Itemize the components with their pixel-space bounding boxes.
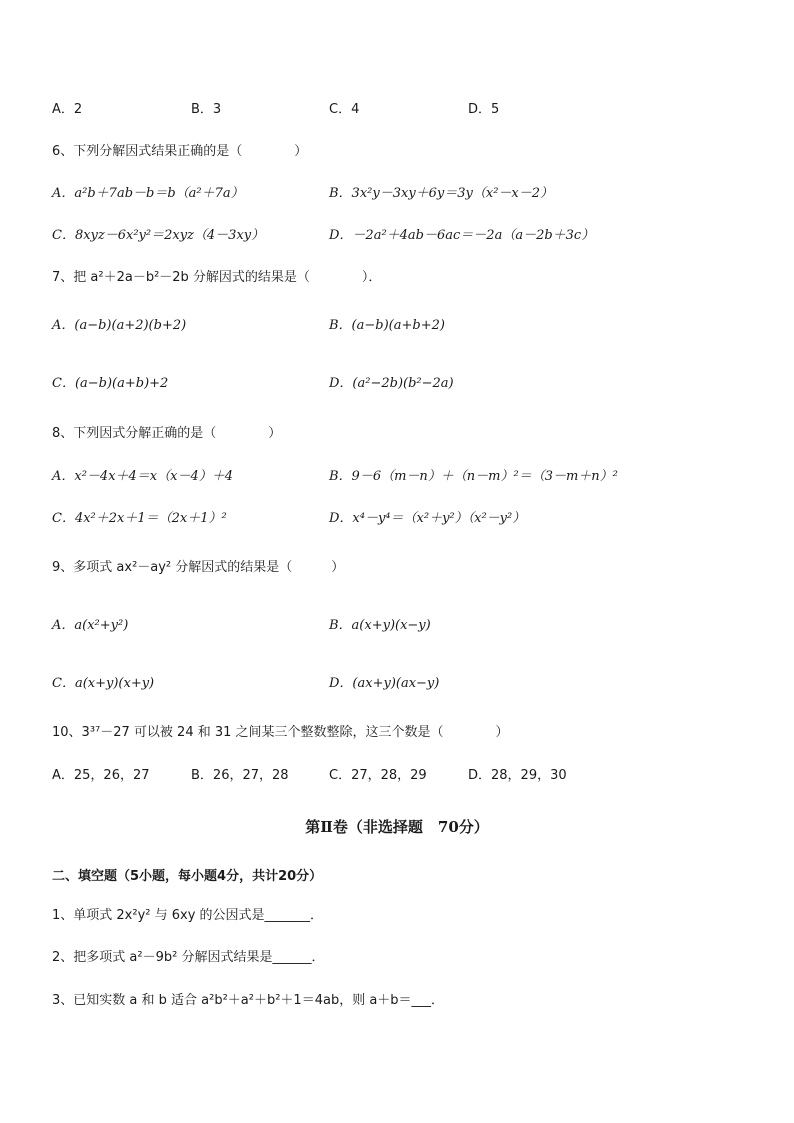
section-fill-in-title: 二、填空题（5小题，每小题4分，共计20分） <box>52 869 323 884</box>
q6-option-c: C．8xyz－6x²y²＝2xyz（4－3xy） <box>52 228 265 243</box>
fill-question-2: 2、把多项式 a²－9b² 分解因式结果是______． <box>52 950 325 965</box>
q6-option-d: D．－2a²＋4ab－6ac＝－2a（a－2b＋3c） <box>329 228 595 243</box>
q10-option-a: A．25，26，27 <box>52 768 150 783</box>
q9-option-c: C．a(x+y)(x+y) <box>52 676 155 691</box>
q5-option-d: D．5 <box>468 102 500 117</box>
fill-question-1: 1、单项式 2x²y² 与 6xy 的公因式是_______． <box>52 908 324 923</box>
q9-option-d: D．(ax+y)(ax−y) <box>329 676 440 691</box>
q8-option-d: D．x⁴－y⁴＝（x²＋y²）（x²－y²） <box>329 511 526 526</box>
q9-option-b: B．a(x+y)(x−y) <box>329 618 431 633</box>
q10-option-c: C．27，28，29 <box>329 768 427 783</box>
q7-stem: 7、把 a²＋2a－b²－2b 分解因式的结果是（ ）． <box>52 270 382 285</box>
fill-question-3: 3、已知实数 a 和 b 适合 a²b²＋a²＋b²＋1＝4ab，则 a＋b＝___． <box>52 993 445 1008</box>
q10-option-d: D．28，29，30 <box>468 768 567 783</box>
q6-option-b: B．3x²y－3xy＋6y＝3y（x²－x－2） <box>329 186 554 201</box>
q8-stem: 8、下列因式分解正确的是（ ） <box>52 426 282 441</box>
q7-option-b: B．(a−b)(a+b+2) <box>329 318 445 333</box>
q8-option-a: A．x²－4x＋4＝x（x－4）＋4 <box>52 469 234 484</box>
q5-option-b: B．3 <box>191 102 222 117</box>
q6-option-a: A．a²b＋7ab－b＝b（a²＋7a） <box>52 186 244 201</box>
q7-option-a: A．(a−b)(a+2)(b+2) <box>52 318 187 333</box>
q10-option-b: B．26，27，28 <box>191 768 289 783</box>
q6-stem: 6、下列分解因式结果正确的是（ ） <box>52 144 308 159</box>
q7-option-c: C．(a−b)(a+b)+2 <box>52 376 169 391</box>
q9-stem: 9、多项式 ax²－ay² 分解因式的结果是（ ） <box>52 560 345 575</box>
q8-option-c: C．4x²＋2x＋1＝（2x＋1）² <box>52 511 227 526</box>
q5-option-a: A．2 <box>52 102 83 117</box>
part-two-heading: 第Ⅱ卷（非选择题 70分） <box>305 818 489 836</box>
q5-option-c: C．4 <box>329 102 360 117</box>
q9-option-a: A．a(x²+y²) <box>52 618 129 633</box>
q8-option-b: B．9－6（m－n）＋（n－m）²＝（3－m＋n）² <box>329 469 618 484</box>
q7-option-d: D．(a²−2b)(b²−2a) <box>329 376 454 391</box>
q10-stem: 10、3³⁷－27 可以被 24 和 31 之间某三个整数整除，这三个数是（ ） <box>52 725 509 740</box>
